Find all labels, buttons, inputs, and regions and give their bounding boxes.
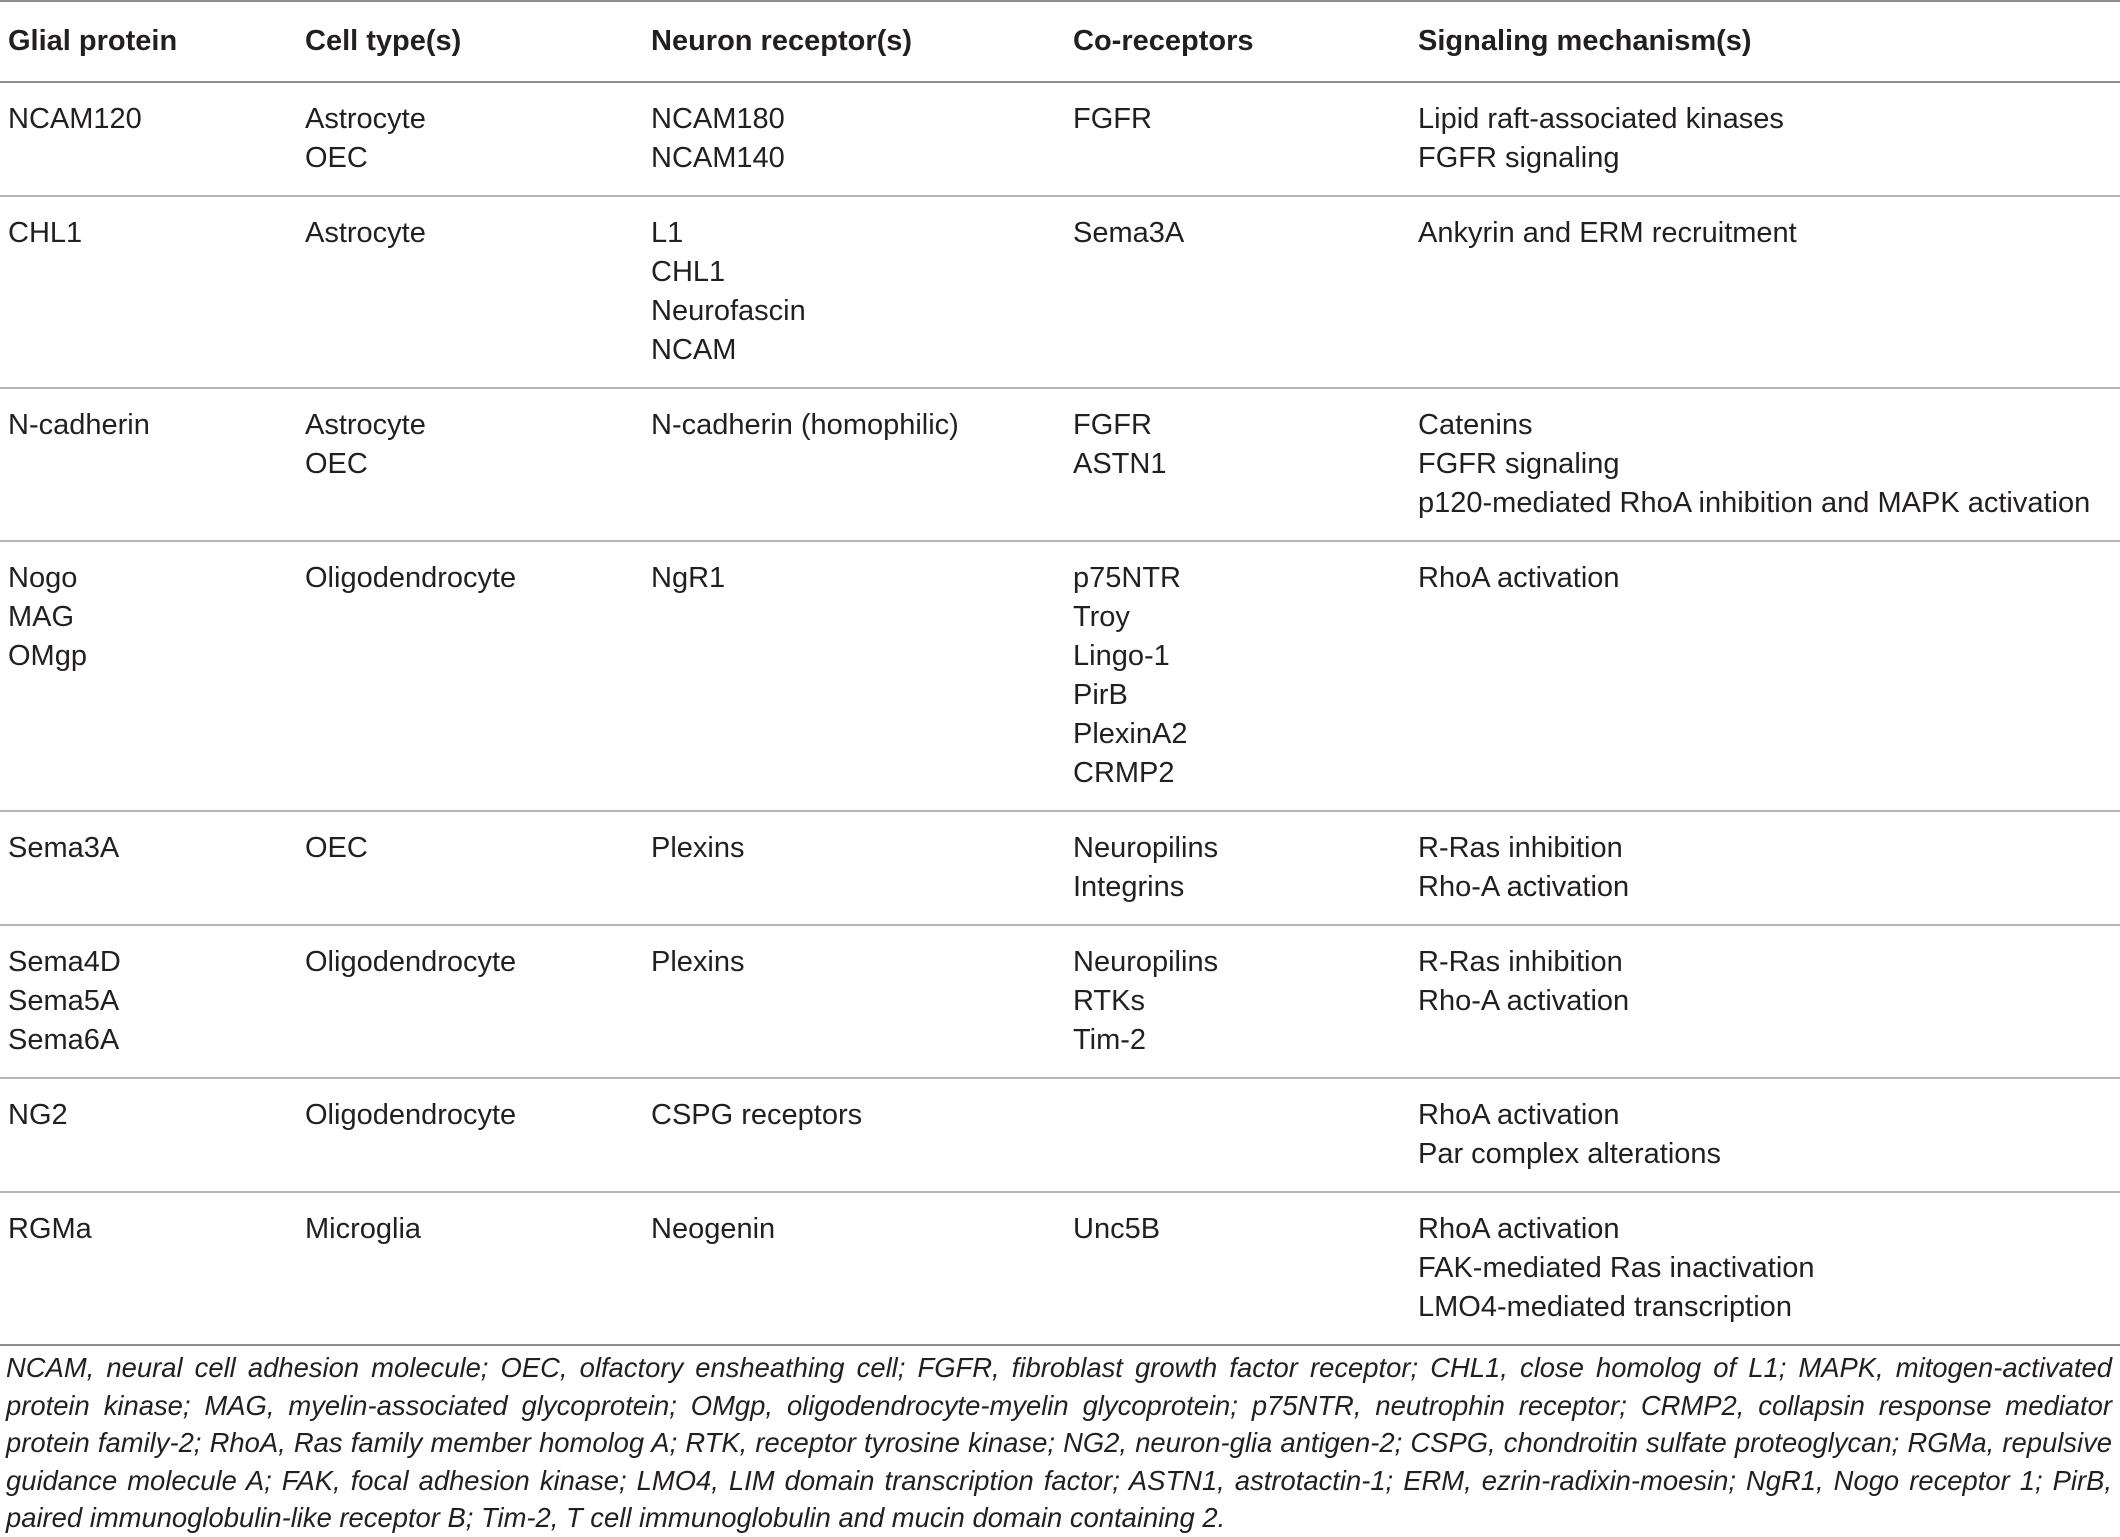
cell-type-cell-line: Astrocyte	[305, 409, 426, 441]
co-receptor-cell-line: FGFR	[1073, 409, 1152, 441]
signaling-mechanism-cell-line: Par complex alterations	[1418, 1138, 1722, 1170]
neuron-receptor-cell	[643, 541, 1065, 811]
signaling-mechanism-cell	[1410, 541, 2120, 811]
co-receptor-cell-line: Lingo-1	[1073, 640, 1170, 672]
glial-protein-cell	[0, 1078, 297, 1192]
cell-type-cell-line: OEC	[305, 448, 368, 480]
table-row	[0, 541, 2120, 811]
table-row	[0, 388, 2120, 541]
glial-protein-cell-line: Nogo	[8, 562, 78, 594]
signaling-mechanism-cell-line: FGFR signaling	[1418, 448, 1620, 480]
neuron-receptor-cell-line: N-cadherin (homophilic)	[651, 409, 959, 441]
table-row	[0, 811, 2120, 925]
signaling-mechanism-cell-line: LMO4-mediated transcription	[1418, 1291, 1792, 1323]
glial-protein-cell-line: RGMa	[8, 1213, 92, 1245]
neuron-receptor-cell	[643, 388, 1065, 541]
signaling-mechanism-cell-line: R-Ras inhibition	[1418, 832, 1623, 864]
neuron-receptor-cell-line: Plexins	[651, 946, 745, 978]
neuron-receptor-cell-line: L1	[651, 217, 684, 249]
glial-protein-cell	[0, 1192, 297, 1345]
header-co-receptors: Co-receptors	[1073, 25, 1254, 57]
co-receptor-cell	[1065, 196, 1410, 388]
glial-protein-cell-line: NCAM120	[8, 103, 142, 135]
neuron-receptor-cell-line: Neogenin	[651, 1213, 776, 1245]
co-receptor-cell-line: Sema3A	[1073, 217, 1185, 249]
header-glial-protein: Glial protein	[8, 25, 178, 57]
neuron-receptor-cell-line: Plexins	[651, 832, 745, 864]
signaling-mechanism-cell-line: Rho-A activation	[1418, 871, 1630, 903]
glial-protein-cell	[0, 541, 297, 811]
neuron-receptor-cell-line: Neurofascin	[651, 295, 806, 327]
co-receptor-cell-line: p75NTR	[1073, 562, 1181, 594]
neuron-receptor-cell-line: NCAM140	[651, 142, 785, 174]
cell-type-cell	[297, 1192, 643, 1345]
neuron-receptor-cell	[643, 82, 1065, 196]
neuron-receptor-cell-line: CSPG receptors	[651, 1099, 863, 1131]
neuron-receptor-cell-line: CHL1	[651, 256, 726, 288]
cell-type-cell-line: Astrocyte	[305, 103, 426, 135]
cell-type-cell	[297, 811, 643, 925]
glial-protein-cell-line: Sema5A	[8, 985, 120, 1017]
signaling-mechanism-cell-line: Catenins	[1418, 409, 1533, 441]
glial-protein-cell-line: Sema4D	[8, 946, 121, 978]
table-row	[0, 196, 2120, 388]
co-receptor-cell	[1065, 541, 1410, 811]
header-neuron-receptors: Neuron receptor(s)	[651, 25, 913, 57]
cell-type-cell-line: Oligodendrocyte	[305, 946, 517, 978]
neuron-receptor-cell-line: NCAM	[651, 334, 737, 366]
header-signaling-mechanisms: Signaling mechanism(s)	[1418, 25, 1752, 57]
signaling-mechanism-cell-line: Lipid raft-associated kinases	[1418, 103, 1784, 135]
glial-protein-cell	[0, 82, 297, 196]
co-receptor-cell-line: CRMP2	[1073, 757, 1175, 789]
co-receptor-cell-line: Tim-2	[1073, 1024, 1147, 1056]
table-row	[0, 82, 2120, 196]
signaling-mechanism-cell	[1410, 82, 2120, 196]
cell-type-cell	[297, 388, 643, 541]
cell-type-cell-line: Astrocyte	[305, 217, 426, 249]
table-row	[0, 1192, 2120, 1345]
glial-protein-cell-line: N-cadherin	[8, 409, 150, 441]
signaling-mechanism-cell-line: R-Ras inhibition	[1418, 946, 1623, 978]
cell-type-cell-line: Oligodendrocyte	[305, 1099, 517, 1131]
table-header	[0, 1, 2120, 82]
signaling-mechanism-cell-line: RhoA activation	[1418, 562, 1620, 594]
glial-protein-cell-line: CHL1	[8, 217, 83, 249]
table-row	[0, 1078, 2120, 1192]
signaling-mechanism-cell-line: Ankyrin and ERM recruitment	[1418, 217, 1797, 249]
header-row	[0, 1, 2120, 82]
co-receptor-cell	[1065, 925, 1410, 1078]
co-receptor-cell	[1065, 811, 1410, 925]
neuron-receptor-cell	[643, 196, 1065, 388]
neuron-receptor-cell	[643, 925, 1065, 1078]
co-receptor-cell	[1065, 1078, 1410, 1192]
co-receptor-cell-line: PirB	[1073, 679, 1128, 711]
co-receptor-cell	[1065, 1192, 1410, 1345]
cell-type-cell	[297, 541, 643, 811]
glial-protein-cell-line: NG2	[8, 1099, 68, 1131]
co-receptor-cell	[1065, 388, 1410, 541]
glial-protein-cell-line: OMgp	[8, 640, 87, 672]
signaling-mechanism-cell	[1410, 388, 2120, 541]
co-receptor-cell-line: PlexinA2	[1073, 718, 1188, 750]
cell-type-cell-line: Microglia	[305, 1213, 422, 1245]
glial-protein-cell-line: MAG	[8, 601, 75, 633]
neuron-receptor-cell-line: NCAM180	[651, 103, 785, 135]
signaling-mechanism-cell-line: p120-mediated RhoA inhibition and MAPK activation	[1418, 487, 2091, 519]
cell-type-cell	[297, 82, 643, 196]
signaling-mechanism-cell-line: Rho-A activation	[1418, 985, 1630, 1017]
glial-protein-cell	[0, 196, 297, 388]
signaling-mechanism-cell-line: RhoA activation	[1418, 1099, 1620, 1131]
cell-type-cell-line: OEC	[305, 832, 368, 864]
header-cell-types: Cell type(s)	[305, 25, 462, 57]
co-receptor-cell-line: ASTN1	[1073, 448, 1167, 480]
cell-type-cell	[297, 925, 643, 1078]
cell-type-cell-line: OEC	[305, 142, 368, 174]
neuron-receptor-cell	[643, 1078, 1065, 1192]
co-receptor-cell	[1065, 82, 1410, 196]
co-receptor-cell-line: Integrins	[1073, 871, 1185, 903]
glial-protein-cell	[0, 388, 297, 541]
signaling-mechanism-cell	[1410, 1192, 2120, 1345]
signaling-mechanism-cell-line: FAK-mediated Ras inactivation	[1418, 1252, 1815, 1284]
cell-type-cell	[297, 196, 643, 388]
table-row	[0, 925, 2120, 1078]
signaling-mechanism-cell-line: FGFR signaling	[1418, 142, 1620, 174]
co-receptor-cell-line: RTKs	[1073, 985, 1145, 1017]
cell-type-cell	[297, 1078, 643, 1192]
glial-protein-cell	[0, 811, 297, 925]
neuron-receptor-cell	[643, 811, 1065, 925]
glial-protein-cell-line: Sema6A	[8, 1024, 120, 1056]
table-body	[0, 82, 2120, 1345]
signaling-mechanism-cell	[1410, 196, 2120, 388]
signaling-mechanism-cell	[1410, 925, 2120, 1078]
glial-protein-cell-line: Sema3A	[8, 832, 120, 864]
glial-protein-cell	[0, 925, 297, 1078]
neuron-receptor-cell-line: NgR1	[651, 562, 726, 594]
table-footnote: NCAM, neural cell adhesion molecule; OEC, olfactory ensheathing cell; FGFR, fibroblast growth factor receptor; CHL1, close homolog of L1; MAPK, mitogen-activated protein kinase; MAG, myelin-associated glycoprotein; OMgp, oligodendrocyte-myelin glycoprotein; p75NTR, neutrophin receptor; CRMP2, collapsin response mediator protein family-2; RhoA, Ras family member homolog A; RTK, receptor tyrosine kinase; NG2, neuron-glia antigen-2; CSPG, chondroitin sulfate proteoglycan; RGMa, repulsive guidance molecule A; FAK, focal adhesion kinase; LMO4, LIM domain transcription factor; ASTN1, astrotactin-1; ERM, ezrin-radixin-moesin; NgR1, Nogo receptor 1; PirB, paired immunoglobulin-like receptor B; Tim-2, T cell immunoglobulin and mucin domain containing 2.	[6, 1352, 2112, 1534]
cell-type-cell-line: Oligodendrocyte	[305, 562, 517, 594]
co-receptor-cell-line: Neuropilins	[1073, 832, 1219, 864]
signaling-mechanism-cell	[1410, 811, 2120, 925]
signaling-mechanism-cell	[1410, 1078, 2120, 1192]
co-receptor-cell-line: Neuropilins	[1073, 946, 1219, 978]
signaling-mechanism-cell-line: RhoA activation	[1418, 1213, 1620, 1245]
co-receptor-cell-line: FGFR	[1073, 103, 1152, 135]
neuron-receptor-cell	[643, 1192, 1065, 1345]
co-receptor-cell-line: Unc5B	[1073, 1213, 1161, 1245]
co-receptor-cell-line: Troy	[1073, 601, 1130, 633]
